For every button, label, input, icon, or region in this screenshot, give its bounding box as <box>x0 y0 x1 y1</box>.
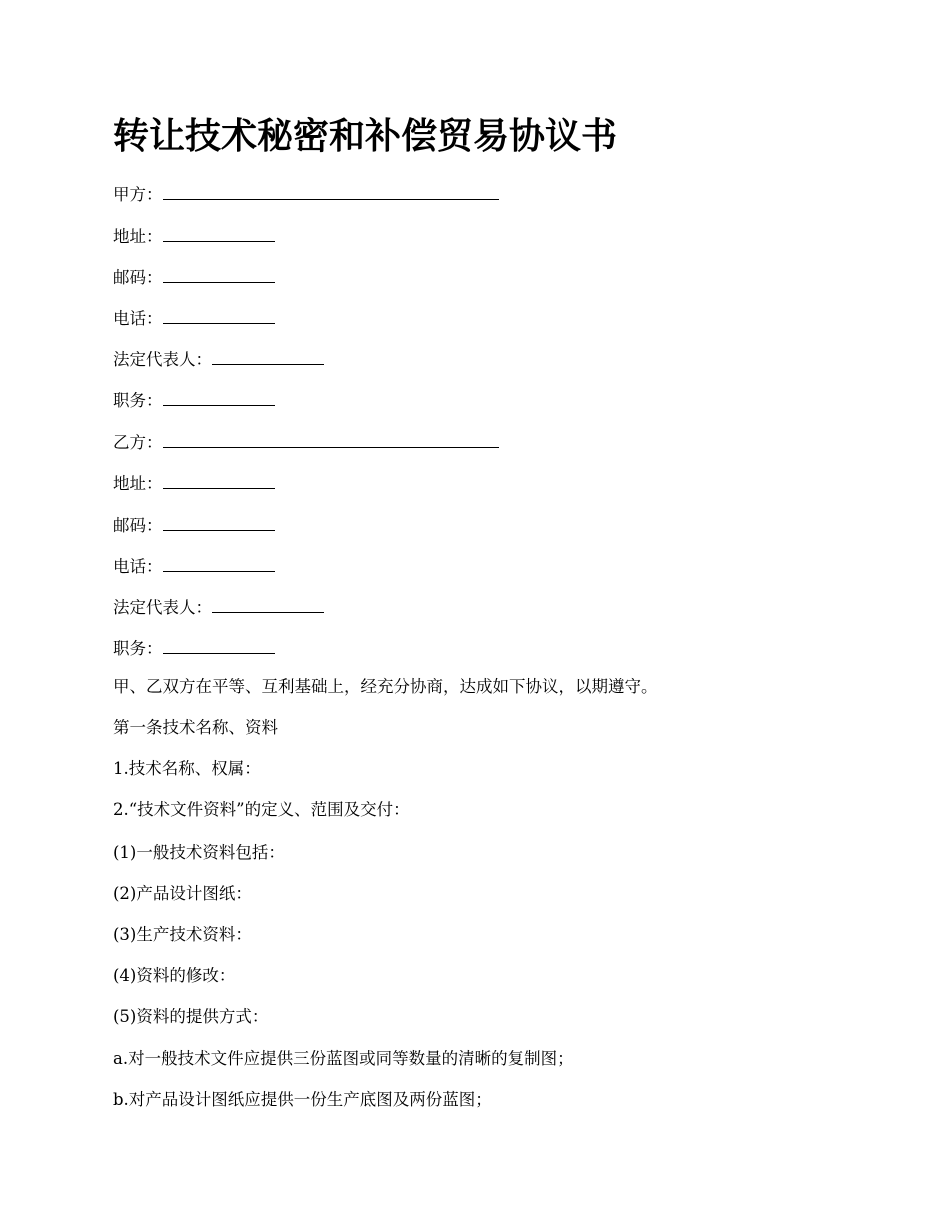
party-a-name-label: 甲方： <box>113 185 163 204</box>
party-a-address-line <box>113 223 275 248</box>
body-paragraph: (2)产品设计图纸： <box>113 884 252 903</box>
party-b-position-label: 职务： <box>113 639 163 658</box>
party-b-legal-rep-line <box>113 594 324 619</box>
body-paragraph: 2.“技术文件资料”的定义、范围及交付： <box>113 800 410 819</box>
party-b-name-line <box>113 429 499 454</box>
body-paragraph: 1.技术名称、权属： <box>113 759 261 778</box>
body-paragraph: 甲、乙双方在平等、互利基础上，经充分协商，达成如下协议，以期遵守。 <box>113 677 658 696</box>
party-b-phone-blank <box>163 553 275 572</box>
party-a-address-blank <box>163 223 275 242</box>
party-b-legal-rep-label: 法定代表人： <box>113 598 212 617</box>
body-paragraph: a.对一般技术文件应提供三份蓝图或同等数量的清晰的复制图； <box>113 1049 574 1068</box>
party-a-legal-rep-blank <box>212 346 324 365</box>
party-a-position-blank <box>163 387 275 406</box>
party-a-legal-rep-label: 法定代表人： <box>113 350 212 369</box>
party-a-legal-rep-line <box>113 346 324 371</box>
party-a-phone-label: 电话： <box>113 309 163 328</box>
body-paragraph: (4)资料的修改： <box>113 966 236 985</box>
party-b-address-blank <box>163 470 275 489</box>
party-b-postcode-blank <box>163 512 275 531</box>
party-b-phone-line <box>113 553 275 578</box>
party-b-postcode-label: 邮码： <box>113 516 163 535</box>
party-b-legal-rep-blank <box>212 594 324 613</box>
party-b-phone-label: 电话： <box>113 557 163 576</box>
party-a-name-line <box>113 181 499 206</box>
party-b-position-line <box>113 635 275 660</box>
body-paragraph: (3)生产技术资料： <box>113 925 252 944</box>
party-a-postcode-line <box>113 264 275 289</box>
article-heading: 第一条技术名称、资料 <box>113 718 278 737</box>
party-a-position-label: 职务： <box>113 391 163 410</box>
party-b-address-label: 地址： <box>113 474 163 493</box>
party-b-position-blank <box>163 635 275 654</box>
party-b-name-blank <box>163 429 499 448</box>
party-a-postcode-label: 邮码： <box>113 268 163 287</box>
party-b-name-label: 乙方： <box>113 433 163 452</box>
party-b-postcode-line <box>113 512 275 537</box>
party-a-postcode-blank <box>163 264 275 283</box>
party-a-address-label: 地址： <box>113 227 163 246</box>
body-paragraph: (5)资料的提供方式： <box>113 1007 269 1026</box>
document-title: 转让技术秘密和补偿贸易协议书 <box>113 115 618 157</box>
party-a-phone-line <box>113 305 275 330</box>
party-b-address-line <box>113 470 275 495</box>
party-a-position-line <box>113 387 275 412</box>
party-a-name-blank <box>163 181 499 200</box>
body-paragraph: (1)一般技术资料包括： <box>113 843 285 862</box>
body-paragraph: b.对产品设计图纸应提供一份生产底图及两份蓝图； <box>113 1090 492 1109</box>
party-a-phone-blank <box>163 305 275 324</box>
